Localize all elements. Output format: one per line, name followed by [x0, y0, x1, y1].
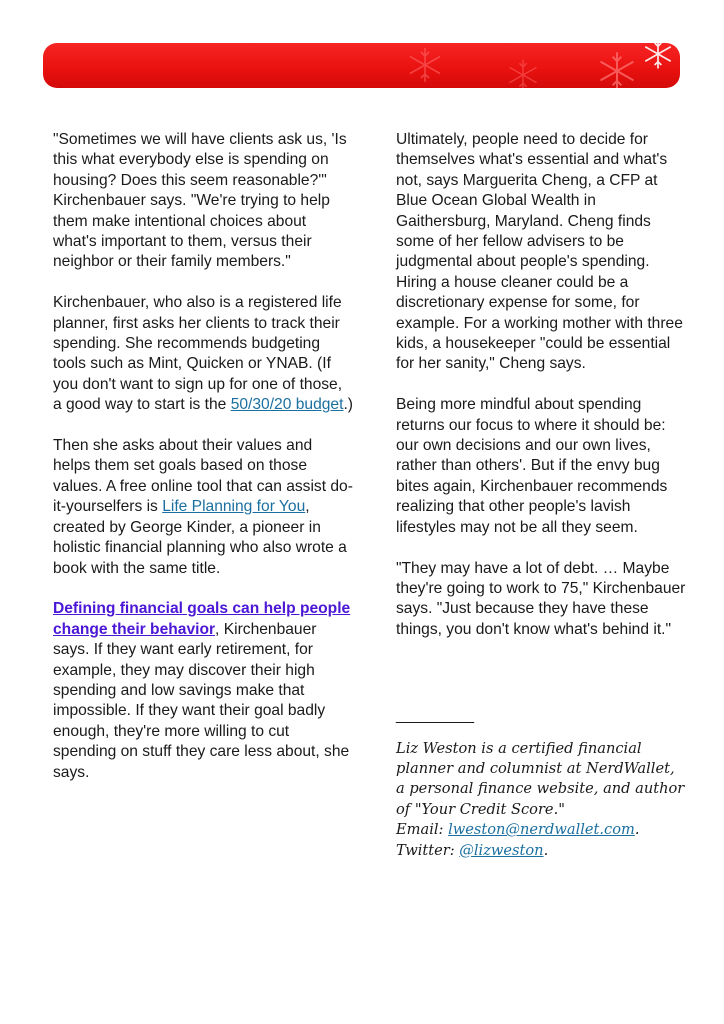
- paragraph: Kirchenbauer, who also is a registered life planner, first asks her clients to track their spending. She recommends budgeting tools such as Mint, Quicken or YNAB. (If you don't want to sign up for one of those, a good way to start is the 50/30/20 budget.): [53, 294, 353, 414]
- paragraph: Ultimately, people need to decide for themselves what's essential and what's not, says Marguerita Cheng, a CFP at Blue Ocean Global Wealth in Gaithersburg, Maryland. Cheng finds some of her fellow advisers to be judgmental about people's spending. Hiring a house cleaner could be a discretionary expense for some, for example. For a working mother with three kids, a housekeeper "could be essential for her sanity," Cheng says.: [396, 131, 683, 373]
- author-bio: Liz Weston is a certified financial planner and columnist at NerdWallet, a personal finance website, and author of "Your Credit Score." Email: lweston@nerdwallet.com. Twitter: @lizweston.: [396, 739, 685, 859]
- paragraph: Being more mindful about spending returns our focus to where it should be: our own decisions and our own lives, rather than others'. But if the envy bug bites again, Kirchenbauer recommends realizing that other people's lavish lifestyles may not be all they seem.: [396, 396, 668, 536]
- divider-rule: _________: [396, 707, 475, 725]
- left-column: [53, 130, 353, 803]
- snowflake-icon: [505, 57, 541, 88]
- financial-goals-link[interactable]: Defining financial goals can help people change their behavior: [53, 600, 351, 638]
- paragraph: "Sometimes we will have clients ask us, 'Is this what everybody else is spending on housing? Does this seem reasonable?'" Kirchenbauer says. "We're trying to help them make intentional choices about what's important to them, versus their neighbor or their family members.": [53, 131, 347, 271]
- twitter-link[interactable]: @lizweston: [459, 841, 544, 859]
- email-link[interactable]: lweston@nerdwallet.com: [448, 821, 635, 839]
- life-planning-link[interactable]: Life Planning for You: [162, 498, 306, 516]
- paragraph: Then she asks about their values and helps them set goals based on those values. A free online tool that can assist do-it-yourselfers is Life Planning for You, created by George Kinder, a pioneer in holistic financial planning who also wrote a book with the same title.: [53, 437, 353, 577]
- budget-link[interactable]: 50/30/20 budget: [230, 396, 344, 414]
- snowflake-icon: [595, 49, 639, 88]
- paragraph: "They may have a lot of debt. … Maybe they're going to work to 75," Kirchenbauer says. "Just because they have these things, you don't know what's behind it.": [396, 559, 686, 638]
- snowflake-icon: [641, 43, 675, 71]
- snowflake-icon: [405, 45, 445, 85]
- right-column: [396, 130, 686, 881]
- header-banner: [43, 43, 680, 88]
- paragraph: Defining financial goals can help people change their behavior, Kirchenbauer says. If they want early retirement, for example, they may discover their high spending and low savings make that impossible. If they want their goal badly enough, they're more willing to cut spending on stuff they care less about, she says.: [53, 600, 351, 781]
